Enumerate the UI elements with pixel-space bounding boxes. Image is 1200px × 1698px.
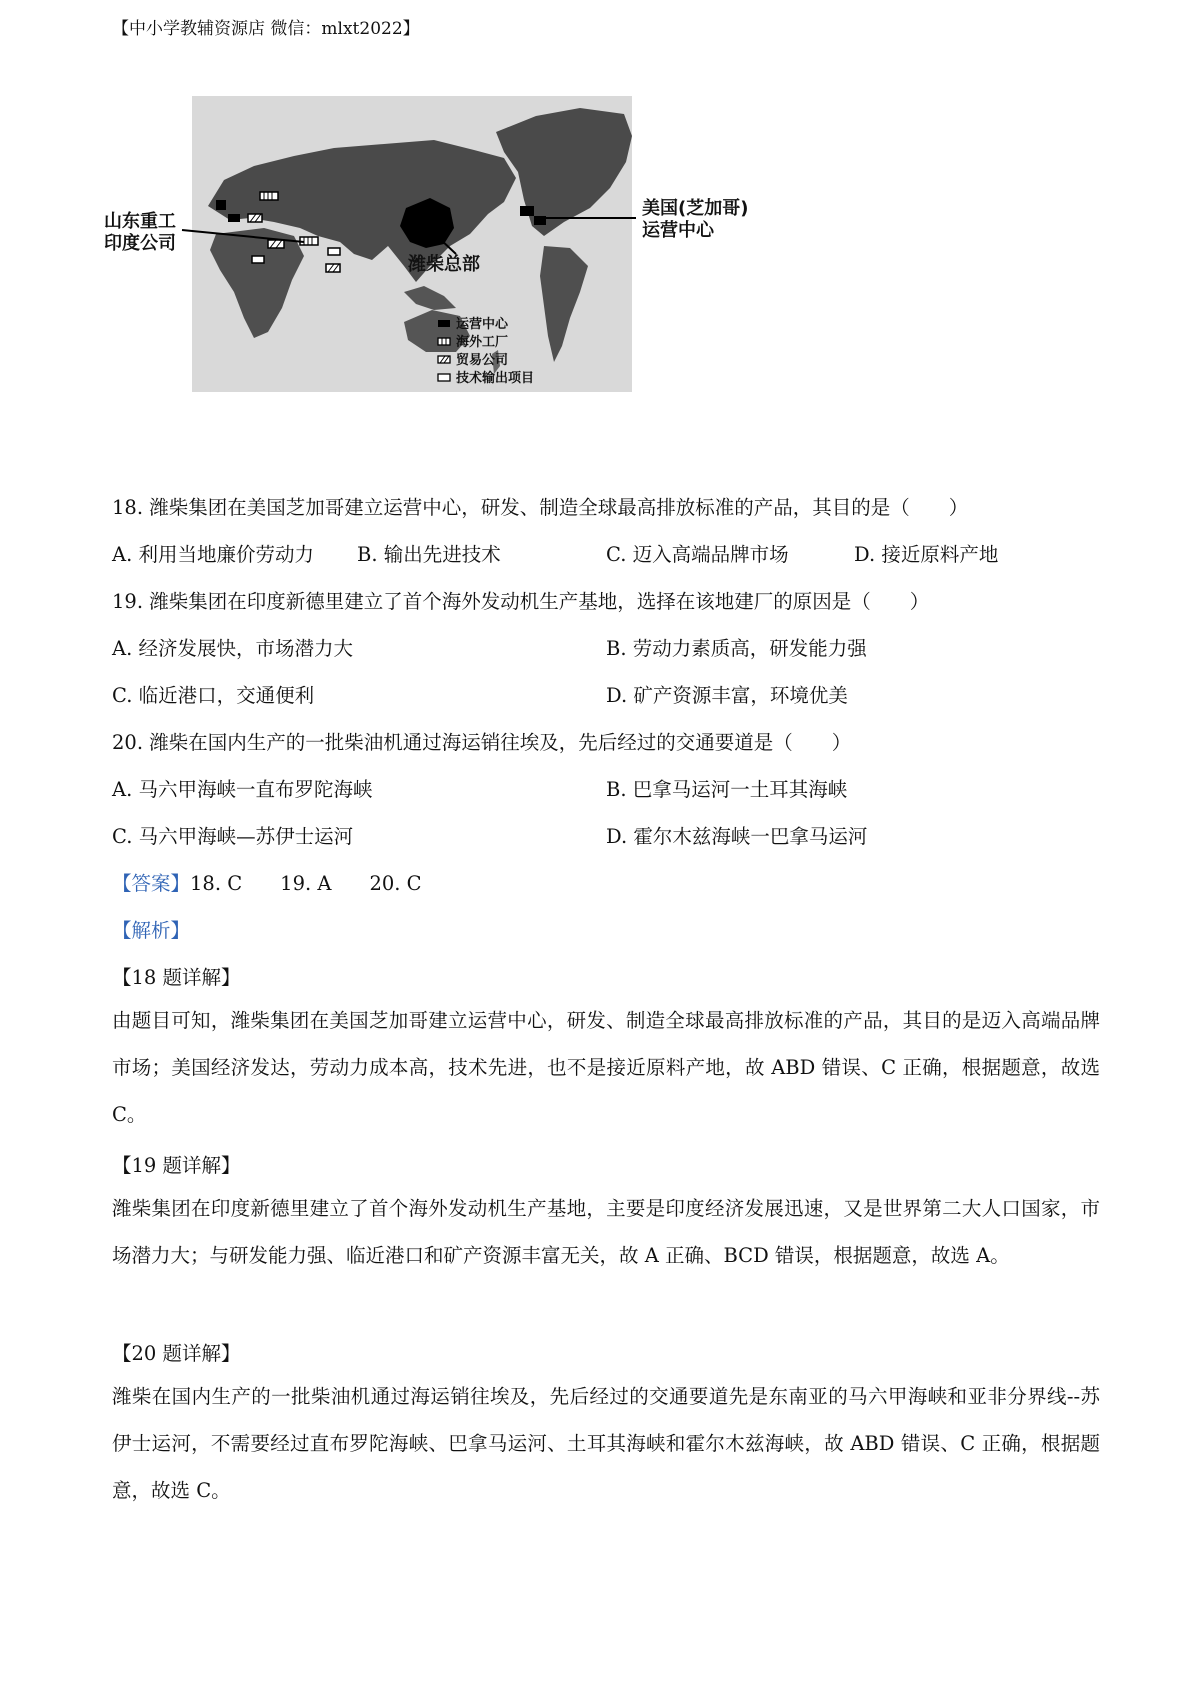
answer-18: 18. C [190, 872, 243, 895]
marker-operation-center [228, 214, 240, 222]
question-18-option-b: B. 输出先进技术 [357, 543, 501, 566]
legend-trade-company: 贸易公司 [456, 353, 509, 368]
answer-20: 20. C [369, 872, 422, 895]
answer-line [112, 868, 422, 896]
answer-19: 19. A [280, 872, 332, 895]
question-19-option-b: B. 劳动力素质高，研发能力强 [606, 637, 867, 660]
question-18-stem: 18. 潍柴集团在美国芝加哥建立运营中心，研发、制造全球最高排放标准的产品，其目的是（ ） [112, 496, 969, 519]
marker-tech-export [252, 256, 264, 263]
question-20-option-c: C. 马六甲海峡—苏伊士运河 [112, 825, 354, 848]
analysis-label: 【解析】 [112, 919, 191, 942]
legend-tech-export: 技术输出项目 [456, 371, 535, 386]
legend-overseas-factory: 海外工厂 [456, 335, 509, 350]
world-map [104, 96, 1104, 432]
question-20-option-b: B. 巴拿马运河一土耳其海峡 [606, 778, 848, 801]
marker-operation-center-chicago [520, 206, 534, 216]
question-18-option-c: C. 迈入高端品牌市场 [606, 543, 789, 566]
marker-trade-company [268, 240, 284, 248]
detail-19-text: 潍柴集团在印度新德里建立了首个海外发动机生产基地，主要是印度经济发展迅速，又是世界第二大人口国家，市场潜力大；与研发能力强、临近港口和矿产资源丰富无关，故 A 正确、BCD 错误，根据题意，故选 A。 [112, 1197, 1100, 1267]
label-usa-line1: 美国(芝加哥) [642, 198, 749, 219]
legend-swatch-tech [438, 374, 450, 381]
label-shandong-line1: 山东重工 [104, 211, 176, 232]
question-19-option-c: C. 临近港口，交通便利 [112, 684, 315, 707]
detail-20-text: 潍柴在国内生产的一批柴油机通过海运销往埃及，先后经过的交通要道先是东南亚的马六甲海峡和亚非分界线--苏伊士运河，不需要经过直布罗陀海峡、巴拿马运河、土耳其海峡和霍尔木兹海峡，故 ABD 错误、C 正确，根据题意，故选 C。 [112, 1385, 1100, 1502]
marker-trade-company [326, 264, 340, 272]
question-19-option-a: A. 经济发展快，市场潜力大 [112, 637, 353, 660]
world-map-figure [104, 96, 1104, 432]
detail-18-text: 由题目可知，潍柴集团在美国芝加哥建立运营中心，研发、制造全球最高排放标准的产品，其目的是迈入高端品牌市场；美国经济发达，劳动力成本高，技术先进，也不是接近原料产地，故 ABD 错误、C 正确，根据题意，故选 C。 [112, 1009, 1100, 1126]
detail-20-title: 【20 题详解】 [112, 1342, 241, 1365]
question-20-stem: 20. 潍柴在国内生产的一批柴油机通过海运销往埃及，先后经过的交通要道是（ ） [112, 731, 852, 754]
label-shandong-line2: 印度公司 [104, 233, 176, 254]
question-20-option-a: A. 马六甲海峡一直布罗陀海峡 [112, 778, 373, 801]
legend-swatch-trade [438, 356, 450, 363]
question-18-option-d: D. 接近原料产地 [854, 543, 999, 566]
answer-label: 【答案】 [112, 872, 191, 895]
page-header: 【中小学教辅资源店 微信：mlxt2022】 [112, 19, 420, 39]
question-19-option-d: D. 矿产资源丰富，环境优美 [606, 684, 848, 707]
legend-swatch-factory [438, 338, 450, 345]
marker-operation-center [216, 200, 226, 210]
marker-overseas-factory [260, 192, 278, 200]
legend-operation-center: 运营中心 [456, 317, 509, 332]
marker-trade-company [248, 214, 262, 222]
question-20-option-d: D. 霍尔木兹海峡一巴拿马运河 [606, 825, 868, 848]
detail-18-title: 【18 题详解】 [112, 966, 241, 989]
question-19-stem: 19. 潍柴集团在印度新德里建立了首个海外发动机生产基地，选择在该地建厂的原因是（ ） [112, 590, 930, 613]
label-usa-line2: 运营中心 [642, 220, 714, 241]
label-weichai-hq: 潍柴总部 [408, 254, 480, 275]
legend-swatch-operation [438, 320, 450, 327]
question-18-option-a: A. 利用当地廉价劳动力 [112, 543, 314, 566]
detail-19-title: 【19 题详解】 [112, 1154, 241, 1177]
marker-tech-export [328, 248, 340, 255]
